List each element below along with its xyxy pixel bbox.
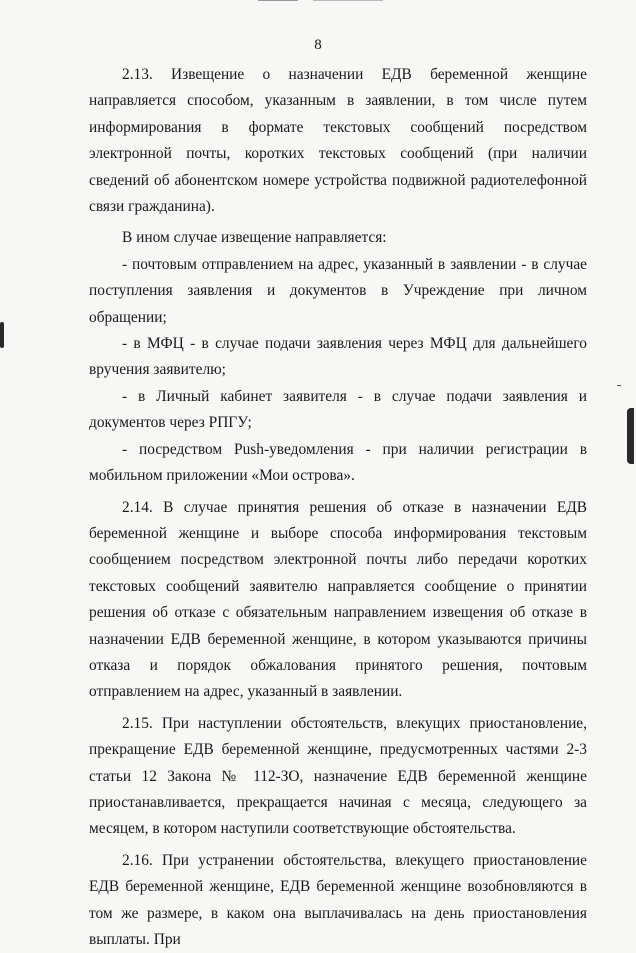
scan-artifact-tick — [617, 385, 621, 386]
paragraph-2-16: 2.16. При устранении обстоятельства, влекущего приостановление ЕДВ беременной женщине, ЕДВ беременной женщине возобновляются в том же размере, в каком она выплачивалась на день приостановления выплаты. При — [89, 851, 587, 948]
paragraph-2-15: 2.15. При наступлении обстоятельств, влекущих приостановление, прекращение ЕДВ беременной женщине, предусмотренных частями 2-3 статьи 12 Закона № 112-ЗО, назначение ЕДВ беременной женщине приостанавливается, прекращается начиная с месяца, следующего за месяцем, в котором наступили соответствующие обстоятельства. — [89, 714, 587, 838]
scan-artifact-left — [0, 322, 4, 348]
paragraph-2-13: 2.13. Извещение о назначении ЕДВ беременной женщине направляется способом, указанным в заявлении, в том числе путем информирования в формате текстовых сообщений посредством электронной почты, коротких текстовых сообщений (при наличии сведений об абонентском номере устройства подвижной радиотелефонной связи гражданина). — [89, 66, 587, 216]
page-number: 8 — [314, 37, 322, 53]
list-item-personal-account: - в Личный кабинет заявителя - в случае подачи заявления и документов через РПГУ; — [89, 387, 587, 432]
document-body — [89, 62, 587, 953]
list-item-postal: - почтовым отправлением на адрес, указанный в заявлении - в случае поступления заявления и документов в Учреждение при личном обращении; — [89, 255, 587, 326]
scan-artifact-top-2 — [313, 0, 383, 1]
paragraph-notice-intro: В ином случае извещение направляется: — [122, 229, 387, 247]
scan-artifact-top — [258, 0, 298, 1]
list-item-push: - посредством Push-уведомления - при наличии регистрации в мобильном приложении «Мои острова». — [89, 440, 587, 485]
paragraph-2-14: 2.14. В случае принятия решения об отказе в назначении ЕДВ беременной женщине и выборе способа информирования текстовым сообщением посредством электронной почты либо передачи коротких текстовых сообщений заявителю направляется сообщение о принятии решения об отказе с обязательным направлением извещения об отказе в назначении ЕДВ беременной женщине, в котором указываются причины отказа и порядок обжалования принятого решения, почтовым отправлением на адрес, указанный в заявлении. — [89, 498, 587, 701]
list-item-mfc: - в МФЦ - в случае подачи заявления через МФЦ для дальнейшего вручения заявителю; — [89, 335, 587, 379]
scan-artifact-right — [627, 408, 634, 464]
